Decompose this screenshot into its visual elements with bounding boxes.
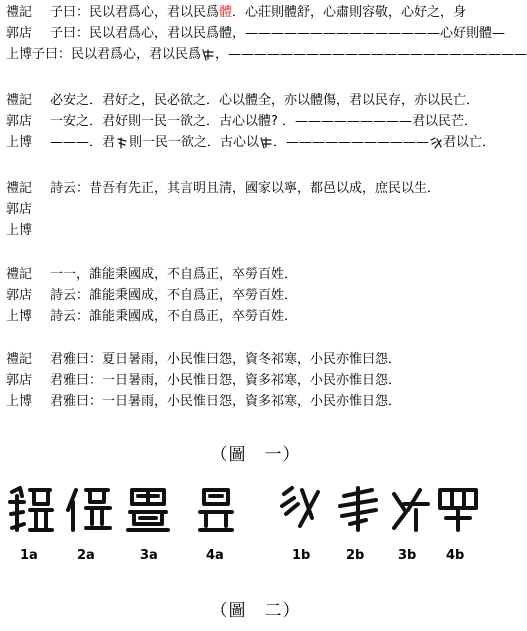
row-text: 詩云：昔吾有先正，其言明且淸，國家以寧，都邑以成，庶民以生． — [50, 181, 441, 196]
source-label: 禮記 — [6, 5, 33, 20]
glyph-label: 3b — [398, 548, 417, 563]
glyph-label: 4a — [206, 548, 224, 563]
glyph-labels — [0, 548, 511, 566]
text-part: ．心莊則體舒，心肅則容敬，心好之，身 — [232, 5, 467, 20]
row-guodian-3 — [6, 197, 506, 218]
row-guodian-2 — [6, 109, 506, 130]
glyph-label: 2b — [346, 548, 365, 563]
row-shangbo-5 — [6, 389, 506, 410]
row-text: 君雅曰：一日暑雨，小民惟日怨，資多祁寒，小民亦惟日怨． — [50, 373, 402, 388]
source-label: 上博 — [6, 135, 33, 150]
source-label: 郭店 — [6, 114, 33, 129]
text-part: ———．君 — [50, 135, 116, 150]
glyph-label: 1b — [292, 548, 311, 563]
row-liji-2 — [6, 88, 506, 109]
row-text: 君雅曰：一日暑雨，小民惟日怨，資多祁寒，小民亦惟日怨． — [50, 394, 402, 409]
row-text: 詩云：誰能秉國成，不自爲正，卒勞百姓． — [50, 309, 298, 324]
text-part: 君以亡． — [443, 135, 496, 150]
text-part: ，——————————————————————— — [215, 47, 527, 62]
source-label: 上博 — [6, 309, 33, 324]
row-shangbo-4 — [6, 304, 506, 325]
text-part: 子曰：民以君爲心，君以民爲 — [50, 5, 220, 20]
highlight-char: 體 — [219, 5, 233, 20]
glyph-1a-icon — [6, 484, 54, 536]
row-shangbo-3 — [6, 218, 506, 239]
source-label: 上博 — [6, 223, 33, 238]
row-shangbo-1 — [6, 42, 527, 63]
glyph-label: 2a — [77, 548, 95, 563]
source-label: 禮記 — [6, 93, 33, 108]
row-text: 子曰：民以君爲心，君以民爲體，———————————————心好則體— — [50, 26, 506, 41]
text-part: ．——————————— — [273, 135, 430, 150]
ancient-glyph-icon — [201, 48, 215, 62]
source-label: 上博 — [6, 47, 33, 62]
glyph-figure — [0, 484, 511, 544]
source-label: 禮記 — [6, 181, 33, 196]
row-text: 詩云：誰能秉國成，不自爲正，卒勞百姓． — [50, 288, 298, 303]
figure-2-caption: （圖 二） — [210, 601, 301, 621]
glyph-2a-icon — [64, 484, 112, 536]
row-liji-1 — [6, 0, 506, 21]
section-2 — [6, 88, 506, 151]
figure-1-caption: （圖 一） — [210, 445, 301, 465]
row-guodian-4 — [6, 283, 506, 304]
row-text — [50, 131, 495, 150]
glyph-4a-icon — [192, 484, 240, 536]
row-text: 必安之．君好之，民必欲之．心以體全，亦以體傷，君以民存，亦以民亡． — [50, 93, 480, 108]
ancient-glyph-icon — [429, 136, 443, 150]
glyph-1b-icon — [278, 484, 326, 536]
row-guodian-5 — [6, 368, 506, 389]
source-label: 郭店 — [6, 26, 33, 41]
glyph-3a-icon — [124, 484, 172, 536]
text-part: 子曰：民以君爲心，君以民爲 — [32, 47, 202, 62]
row-liji-3 — [6, 176, 506, 197]
row-text — [50, 1, 466, 20]
glyph-label: 1a — [20, 548, 38, 563]
source-label: 禮記 — [6, 352, 33, 367]
section-1 — [6, 0, 527, 63]
source-label: 禮記 — [6, 267, 33, 282]
row-text: 一安之．君好則一民一欲之．古心以體? ．—————————君以民芒． — [50, 114, 478, 129]
text-part: 則一民一欲之．古心以 — [129, 135, 260, 150]
glyph-3b-icon — [386, 484, 434, 536]
ancient-glyph-icon — [259, 136, 273, 150]
row-text — [32, 43, 527, 62]
ancient-glyph-icon — [115, 136, 129, 150]
glyph-label: 4b — [446, 548, 465, 563]
section-5 — [6, 347, 506, 410]
row-text: 一一，誰能秉國成，不自爲正，卒勞百姓． — [50, 267, 298, 282]
row-liji-4 — [6, 262, 506, 283]
row-liji-5 — [6, 347, 506, 368]
section-4 — [6, 262, 506, 325]
glyph-label: 3a — [140, 548, 158, 563]
row-guodian-1 — [6, 21, 506, 42]
row-shangbo-2 — [6, 130, 506, 151]
row-text: 君雅曰：夏日暑雨，小民惟曰怨，資冬祁寒，小民亦惟曰怨． — [50, 352, 402, 367]
section-3 — [6, 176, 506, 239]
source-label: 郭店 — [6, 288, 33, 303]
glyph-4b-icon — [434, 484, 482, 536]
glyph-2b-icon — [336, 484, 384, 536]
source-label: 上博 — [6, 394, 33, 409]
source-label: 郭店 — [6, 202, 33, 217]
source-label: 郭店 — [6, 373, 33, 388]
